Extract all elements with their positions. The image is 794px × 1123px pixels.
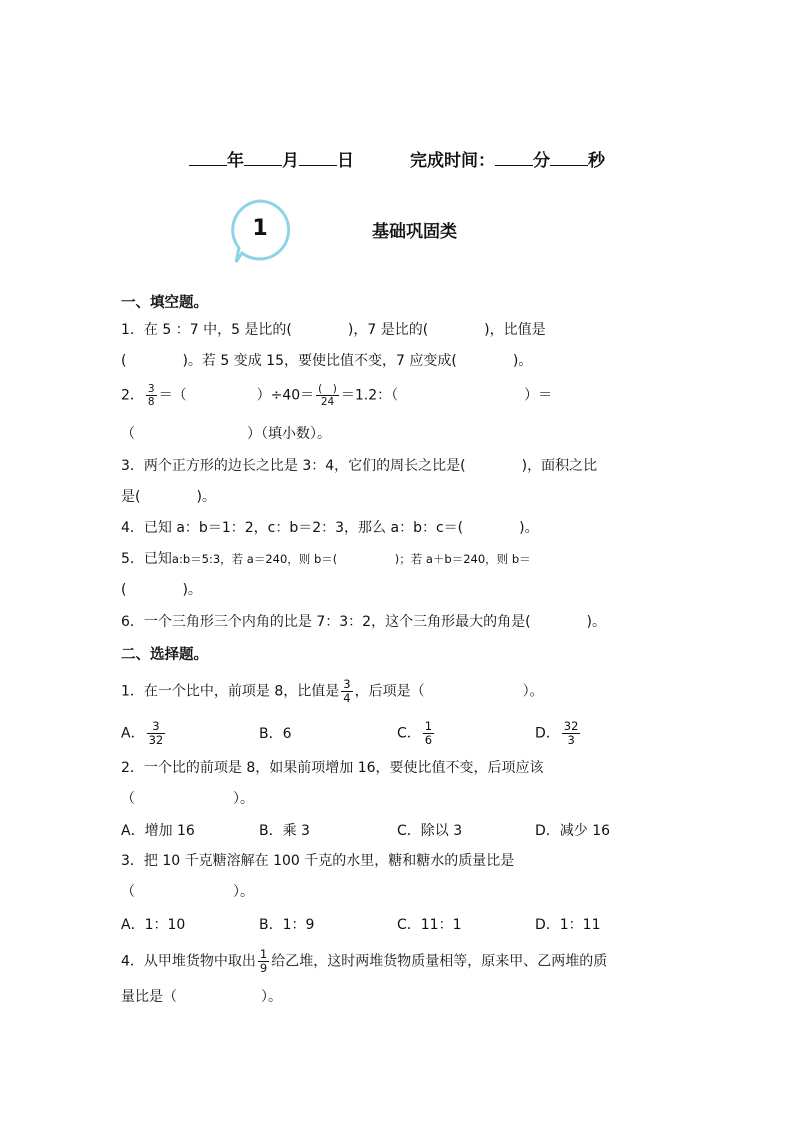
option-c[interactable]: C． $\frac{1}{6}$ [397,719,433,747]
p2-q1 [121,678,544,705]
year-blank [189,147,227,166]
p1-q5-line1 [121,549,531,569]
fraction: $\frac{3}{4}$ [343,677,351,705]
p1-q1-line2: ( )。若 5 变成 15，要使比值不变，7 应变成( )。 [121,353,533,369]
fraction: $\frac{32}{3}$ [563,719,579,747]
month-label: 月 [282,151,299,171]
badge-number: 1 [252,216,268,241]
fraction: $\frac{( )}{24}$ [318,383,337,408]
option-c[interactable]: C．除以 3 [397,823,463,839]
p1-q6: 6．一个三角形三个内角的比是 7：3：2，这个三角形最大的角是( )。 [121,614,607,630]
p1-q2-line1 [121,383,552,408]
p2-q2-line2: （ ）。 [121,791,254,807]
month-blank [244,147,282,166]
p2-q4-suffix: 给乙堆，这时两堆货物质量相等，原来甲、乙两堆的质 [271,953,608,970]
option-d[interactable]: D．1：11 [535,917,601,933]
fraction: $\frac{1}{6}$ [424,719,433,747]
day-label: 日 [337,151,354,171]
p2-q3-line2: （ ）。 [121,884,254,900]
option-b[interactable]: B．6 [259,726,292,742]
day-blank [299,147,337,166]
p1-q4: 4．已知 a：b＝1：2，c：b＝2：3，那么 a：b：c＝( )。 [121,520,539,536]
second-blank [550,147,588,166]
p2-q1-suffix: ，后项是（ ）。 [354,683,544,700]
p1-q5-small-text: a:b＝5:3，若 a＝240，则 b＝( )；若 a＋b＝240，则 b＝ [171,552,531,566]
p1-q1-line1: 1．在 5 ：7 中，5 是比的( )，7 是比的( )，比值是 [121,322,546,338]
p2-q4-line2: 量比是（ ）。 [121,989,282,1005]
p2-q4-line1 [121,948,607,975]
option-b[interactable]: B．1：9 [259,917,315,933]
p1-q3-line2: 是( )。 [121,489,216,505]
fraction: $\frac{3}{32}$ [148,719,164,747]
option-d[interactable]: D． $\frac{32}{3}$ [535,719,579,747]
p2-q1-options [0,715,794,751]
p1-q2-mid2: ＝1.2：（ ）＝ [340,387,553,404]
p1-q5-prefix: 5．已知 [121,551,172,567]
fraction: $\frac{1}{9}$ [259,947,268,975]
fraction: $\frac{3}{8}$ [147,383,155,408]
option-b[interactable]: B．乘 3 [259,823,310,839]
completion-time-label: 完成时间： [410,151,495,171]
second-label: 秒 [588,151,605,171]
option-a[interactable]: A． $\frac{3}{32}$ [121,719,164,747]
minute-blank [495,147,533,166]
option-c[interactable]: C．11：1 [397,917,462,933]
p2-q2-line1: 2．一个比的前项是 8，如果前项增加 16，要使比值不变，后项应该 [121,760,544,776]
section-number-badge [228,198,298,268]
p1-q5-line2: ( )。 [121,582,202,598]
option-a[interactable]: A．增加 16 [121,823,195,839]
p2-q4-prefix: 4．从甲堆货物中取出 [121,953,256,970]
section-title: 基础巩固类 [372,222,457,242]
p2-q3-line1: 3．把 10 千克糖溶解在 100 千克的水里，糖和糖水的质量比是 [121,853,515,869]
minute-label: 分 [533,151,550,171]
part1-heading: 一、填空题。 [121,295,208,311]
year-label: 年 [227,151,244,171]
p1-q2-mid1: ＝（ ）÷40＝ [158,387,315,404]
p1-q2-line2: （ ）（填小数）。 [121,426,331,442]
part2-heading: 二、选择题。 [121,647,208,663]
worksheet-header [0,146,794,171]
option-d[interactable]: D．减少 16 [535,823,611,839]
option-a[interactable]: A．1：10 [121,917,186,933]
p1-q2-prefix: 2． [121,387,144,404]
p1-q3-line1: 3．两个正方形的边长之比是 3：4，它们的周长之比是( )，面积之比 [121,458,598,474]
p2-q1-prefix: 1．在一个比中，前项是 8，比值是 [121,683,340,700]
